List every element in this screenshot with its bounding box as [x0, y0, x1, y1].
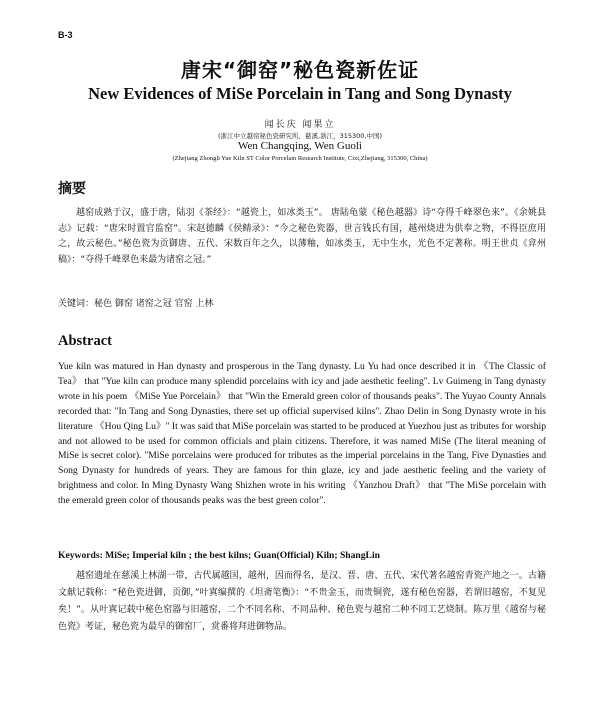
keywords-english-list: MiSe; Imperial kiln ; the best kilns; Guan(Official) Kiln; ShangLin [105, 550, 380, 561]
authors-chinese: 闻长庆 闻果立 [264, 120, 336, 130]
keywords-chinese [58, 296, 213, 309]
keywords-english [58, 550, 546, 561]
affiliation-english: (Zhejiang Zhongli Yue Kiln ST Color Porcelain Research Institute, Cixi,Zhejiang, 315300, China) [172, 155, 428, 162]
title-chinese: 唐宋“御窑”秘色瓷新佐证 [180, 58, 420, 82]
keywords-chinese-list: 秘色 御窑 诸窑之冠 官窑 上林 [94, 299, 214, 309]
keywords-chinese-label: 关键词： [58, 299, 95, 309]
abstract-heading-chinese: 摘要 [58, 181, 86, 197]
page-number: B-3 [58, 30, 73, 40]
keywords-english-label: Keywords: [58, 550, 103, 561]
body-text-chinese: 越窑遗址在慈溪上林湖一带，古代属越国，越州，因而得名，是汉、晋、唐、五代、宋代著名越窑青瓷产地之一。古籍文献记载称：“秘色瓷进御，贡御，”叶寘编撰的《坦斋笔衡》：“不贵金玉，而贵铜瓷，遂有秘色窑器，若谓旧越窑，不复见矣！”。从叶寘记载中秘色窑器与旧越窑，二个不同名称、不同品种、秘色瓷与越窑二种不同工艺烧制。陈万里《越窑与秘色瓷》考证，秘色瓷为最早的御窑厂，赏番将拜进御物品。 [58, 571, 546, 632]
abstract-english: Yue kiln was matured in Han dynasty and prosperous in the Tang dynasty. Lu Yu had once described it in 《The Classic of Tea》 that "Yue kiln can produce many splendid porcelains with icy and jade aesthetic feeling". Lv Guimeng in Tang dynasty wrote in his poem 《MiSe Yue Porcelain》 that "Win the Emerald green color of thousands peaks". The Yuyao County Annals recorded that: "In Tang and Song Dynasties, there set up official supervised kilns". Zhao Delin in Song Dynasty wrote in his literature 《Hou Qing Lu》" It was said that MiSe porcelain was started to be produced at Yuezhou just as tributes for worship and not allowed to be used for common officials and plain citizens. Therefore, it was named MiSe (The literal meaning of MiSe is secret color). "MiSe porcelains were produced for tributes as the imperial porcelains in the Tang, Five Dynasties and Song Dynasty for hundreds of years. They are famous for thin glaze, icy and jade aesthetic feeling and the variety of brightness and color. In Ming Dynasty Wang Shizhen wrote in his writing 《Yanzhou Draft》 that "The MiSe porcelain with the emerald green color of thousands peaks was the best green color". [58, 361, 546, 507]
authors-english: Wen Changqing, Wen Guoli [238, 140, 362, 152]
abstract-chinese: 越窑成熟于汉，盛于唐，陆羽《茶经》：“越瓷上，如冰类玉”。 唐陆龟蒙《秘色越器》诗“夺得千峰翠色来”。《余姚县志》记载：“唐宋时置官监窑”。宋赵德麟《侯鲭录》：“今之秘色瓷器，世言钱氏有国，越州烧进为供奉之物，不得臣庶用之，故云秘色。”秘色瓷为贡御唐、五代、宋数百年之久，以薄釉，如冰类玉，无中生水，光色不定著称。明王世贞《弇州稿》：“夺得千峰翠色来最为诸窑之冠。” [58, 208, 546, 265]
title-english: New Evidences of MiSe Porcelain in Tang and Song Dynasty [88, 84, 512, 103]
affiliation-chinese: (浙江中立越窑秘色瓷研究所，慈溪,浙江，315300,中国) [217, 132, 383, 140]
abstract-heading-english: Abstract [58, 333, 112, 349]
